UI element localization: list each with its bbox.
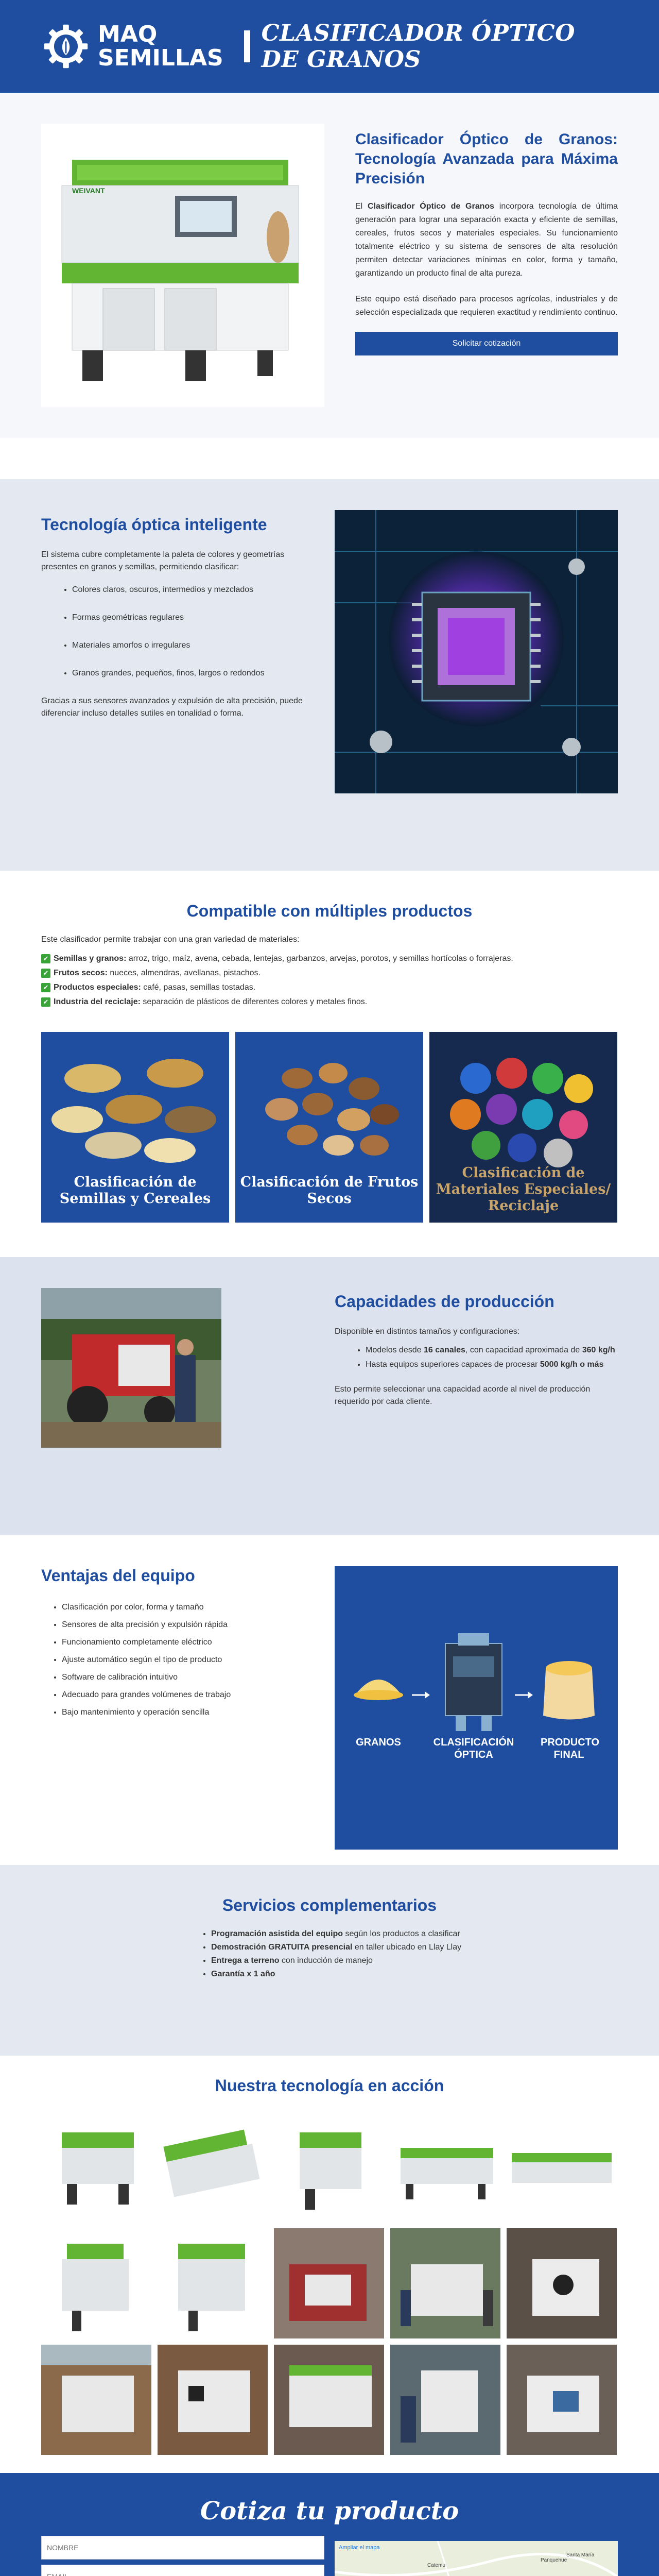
gallery-photo[interactable] bbox=[507, 2112, 617, 2222]
li1-pre: Modelos desde bbox=[366, 1346, 424, 1354]
tile-recycling bbox=[429, 1032, 617, 1223]
row-text: arroz, trigo, maíz, avena, cebada, lentejas, garbanzos, arvejas, porotos, y semillas hortícolas o forrajeras. bbox=[126, 954, 513, 963]
advantages-list bbox=[62, 1599, 304, 1721]
li1-mid: , con capacidad aproximada de bbox=[465, 1346, 582, 1354]
capacity-outro: Esto permite seleccionar una capacidad acorde al nivel de producción requerido por cada cliente. bbox=[335, 1385, 591, 1406]
list-item bbox=[366, 1358, 618, 1372]
microchip-illustration bbox=[335, 510, 618, 793]
gallery-photo[interactable] bbox=[274, 2345, 384, 2455]
map-label: Catemu bbox=[427, 2563, 446, 2568]
capacity-section bbox=[0, 1257, 659, 1535]
optics-list bbox=[72, 584, 304, 680]
gallery-photo[interactable] bbox=[390, 2345, 500, 2455]
list-item: • Ajuste automático según el tipo de producto bbox=[62, 1651, 304, 1669]
header-title-wrap bbox=[244, 20, 618, 73]
request-quote-button[interactable]: Solicitar cotización bbox=[355, 332, 618, 355]
tile-seeds-cereals bbox=[41, 1032, 229, 1223]
intro-p1-bold: Clasificador Óptico de Granos bbox=[367, 202, 495, 211]
list-item bbox=[211, 1927, 618, 1941]
gallery-grid bbox=[41, 2112, 618, 2455]
spacer bbox=[0, 438, 659, 479]
gallery-photo[interactable] bbox=[158, 2228, 268, 2338]
map-label: Panquehue bbox=[541, 2557, 567, 2563]
advantages-section bbox=[0, 1535, 659, 1865]
capacity-list bbox=[366, 1343, 618, 1372]
intro-section bbox=[0, 93, 659, 438]
quote-heading: Cotiza tu producto bbox=[200, 2497, 459, 2526]
list-item: • Colores claros, oscuros, intermedios y mezclados bbox=[72, 584, 304, 596]
list-item: • Adecuado para grandes volúmenes de trabajo bbox=[62, 1686, 304, 1704]
tile-caption: Clasificación de Frutos Secos bbox=[240, 1174, 419, 1207]
row-text: nueces, almendras, avellanas, pistachos. bbox=[107, 969, 261, 977]
logo-text bbox=[98, 23, 223, 70]
gallery-photo[interactable] bbox=[158, 2112, 268, 2222]
advantages-text bbox=[41, 1566, 304, 1850]
list-item bbox=[211, 1941, 618, 1954]
services-heading: Servicios complementarios bbox=[222, 1896, 437, 1914]
checkmark-icon: ✔ bbox=[41, 969, 50, 978]
tile-caption: Clasificación de Semillas y Cereales bbox=[59, 1174, 211, 1207]
services-list bbox=[211, 1927, 618, 1981]
list-item: • Clasificación por color, forma y tamaño bbox=[62, 1599, 304, 1616]
list-item bbox=[41, 966, 618, 980]
list-item bbox=[41, 980, 618, 995]
list-item: • Bajo mantenimiento y operación sencilla bbox=[62, 1704, 304, 1721]
gallery-photo[interactable] bbox=[41, 2228, 151, 2338]
name-field[interactable] bbox=[41, 2536, 324, 2560]
service-text: según los productos a clasificar bbox=[343, 1929, 460, 1938]
header-accent-bar bbox=[244, 30, 250, 62]
gallery-photo[interactable] bbox=[41, 2345, 151, 2455]
gallery-photo[interactable] bbox=[507, 2228, 617, 2338]
tractor-illustration bbox=[41, 1288, 221, 1448]
map-illustration bbox=[335, 2541, 618, 2576]
intro-p1-pre: El bbox=[355, 202, 368, 211]
intro-text bbox=[355, 124, 618, 407]
optics-heading: Tecnología óptica inteligente bbox=[41, 515, 267, 534]
checkmark-icon: ✔ bbox=[41, 997, 50, 1007]
gear-seed-logo-icon bbox=[41, 22, 91, 71]
gallery-photo[interactable] bbox=[41, 2112, 151, 2222]
service-bold: Demostración GRATUITA presencial bbox=[211, 1943, 353, 1952]
checkmark-icon: ✔ bbox=[41, 983, 50, 992]
row-bold: Industria del reciclaje: bbox=[54, 997, 141, 1006]
process-diagram bbox=[335, 1566, 618, 1850]
service-bold: Programación asistida del equipo bbox=[211, 1929, 343, 1938]
machine-illustration bbox=[41, 124, 324, 407]
map-column bbox=[335, 2536, 618, 2576]
sorter-machine-image bbox=[41, 124, 324, 407]
row-text: café, pasas, semillas tostadas. bbox=[141, 983, 256, 992]
machine-brand: WEIVANT bbox=[72, 187, 105, 195]
list-item: • Software de calibración intuitivo bbox=[62, 1669, 304, 1686]
intro-p1-post: incorpora tecnología de última generación para lograr una separación exacta y eficiente de semillas, cereales, frutos secos y materiales especiales. Su funcionamiento totalmente eléctrico y su sistema de sensores de alta resolución permiten detectar variaciones mínimas en color, forma y tamaño, garantizando un producto final de alta pureza. bbox=[355, 202, 618, 278]
email-field[interactable] bbox=[41, 2565, 324, 2576]
gallery-photo[interactable] bbox=[158, 2345, 268, 2455]
compatible-heading: Compatible con múltiples productos bbox=[186, 902, 473, 920]
gallery-heading: Nuestra tecnología en acción bbox=[215, 2076, 444, 2095]
list-item: • Granos grandes, pequeños, finos, largos o redondos bbox=[72, 667, 304, 680]
row-bold: Productos especiales: bbox=[54, 983, 141, 992]
optics-outro: Gracias a sus sensores avanzados y expulsión de alta precisión, puede diferenciar incluso detalles sutiles en tonalidad o forma. bbox=[41, 697, 303, 718]
intro-paragraph-2: Este equipo está diseñado para procesos agrícolas, industriales y de selección especializada que requieren exactitud y rendimiento continuo. bbox=[355, 295, 618, 317]
li2-pre: Hasta equipos superiores capaces de procesar bbox=[366, 1360, 540, 1369]
tile-nuts bbox=[235, 1032, 423, 1223]
advantages-heading: Ventajas del equipo bbox=[41, 1566, 195, 1585]
product-tiles bbox=[41, 1032, 618, 1223]
row-bold: Semillas y granos: bbox=[54, 954, 127, 963]
gallery-photo[interactable] bbox=[274, 2112, 384, 2222]
list-item bbox=[41, 952, 618, 966]
quote-form bbox=[41, 2536, 324, 2576]
li2-bold: 5000 kg/h o más bbox=[540, 1360, 604, 1369]
process-label-final: PRODUCTO FINAL bbox=[541, 1737, 600, 1760]
map-expand-link[interactable]: Ampliar el mapa bbox=[339, 2545, 380, 2551]
process-label-grains: GRANOS bbox=[356, 1737, 401, 1748]
list-item bbox=[211, 1954, 618, 1968]
tile-caption: Clasificación de Materiales Especiales/ Reciclaje bbox=[436, 1165, 611, 1214]
google-map[interactable] bbox=[335, 2541, 618, 2576]
list-item bbox=[211, 1968, 618, 1981]
gallery-photo[interactable] bbox=[507, 2345, 617, 2455]
optics-section bbox=[0, 479, 659, 871]
capacity-heading: Capacidades de producción bbox=[335, 1292, 554, 1311]
quote-body bbox=[41, 2536, 618, 2576]
list-item: • Materiales amorfos o irregulares bbox=[72, 639, 304, 652]
compatible-lead: Este clasificador permite trabajar con una gran variedad de materiales: bbox=[41, 935, 300, 944]
gallery-photo[interactable] bbox=[390, 2228, 500, 2338]
logo-line1: MAQ bbox=[98, 21, 158, 47]
services-section bbox=[0, 1865, 659, 2056]
process-label-sorting: CLASIFICACIÓN ÓPTICA bbox=[433, 1737, 514, 1760]
list-item bbox=[366, 1343, 618, 1358]
intro-paragraph-1 bbox=[355, 200, 618, 280]
optics-text bbox=[41, 510, 304, 793]
intro-heading: Clasificador Óptico de Granos: Tecnología Avanzada para Máxima Precisión bbox=[355, 131, 618, 187]
list-item bbox=[41, 995, 618, 1009]
optics-intro: El sistema cubre completamente la paleta de colores y geometrías presentes en granos y semillas, permitiendo clasificar: bbox=[41, 550, 285, 571]
logo[interactable] bbox=[41, 22, 223, 71]
tractor-photo bbox=[41, 1288, 221, 1448]
row-text: separación de plásticos de diferentes colores y metales finos. bbox=[140, 997, 368, 1006]
li1-bold-1: 16 canales bbox=[423, 1346, 465, 1354]
service-bold: Entrega a terreno bbox=[211, 1956, 280, 1965]
gallery-photo[interactable] bbox=[274, 2228, 384, 2338]
list-item: • Funcionamiento completamente eléctrico bbox=[62, 1634, 304, 1651]
li1-bold-2: 360 kg/h bbox=[582, 1346, 615, 1354]
quote-section bbox=[0, 2473, 659, 2576]
page-title: CLASIFICADOR ÓPTICO DE GRANOS bbox=[261, 20, 575, 73]
checkmark-icon: ✔ bbox=[41, 954, 50, 963]
gallery-section bbox=[0, 2056, 659, 2473]
map-label: Santa María bbox=[566, 2552, 595, 2558]
service-text: con inducción de manejo bbox=[279, 1956, 373, 1965]
service-bold: Garantía x 1 año bbox=[211, 1970, 275, 1978]
row-bold: Frutos secos: bbox=[54, 969, 108, 977]
list-item: • Sensores de alta precisión y expulsión rápida bbox=[62, 1616, 304, 1634]
logo-line2: SEMILLAS bbox=[98, 45, 223, 71]
capacity-lead: Disponible en distintos tamaños y configuraciones: bbox=[335, 1327, 520, 1336]
list-item: • Formas geométricas regulares bbox=[72, 612, 304, 624]
compatible-section bbox=[0, 871, 659, 1257]
site-header bbox=[0, 0, 659, 93]
service-text: en taller ubicado en Llay Llay bbox=[352, 1943, 462, 1952]
gallery-photo[interactable] bbox=[390, 2112, 500, 2222]
microchip-image bbox=[335, 510, 618, 793]
capacity-text bbox=[335, 1288, 618, 1448]
process-illustration bbox=[335, 1566, 618, 1850]
